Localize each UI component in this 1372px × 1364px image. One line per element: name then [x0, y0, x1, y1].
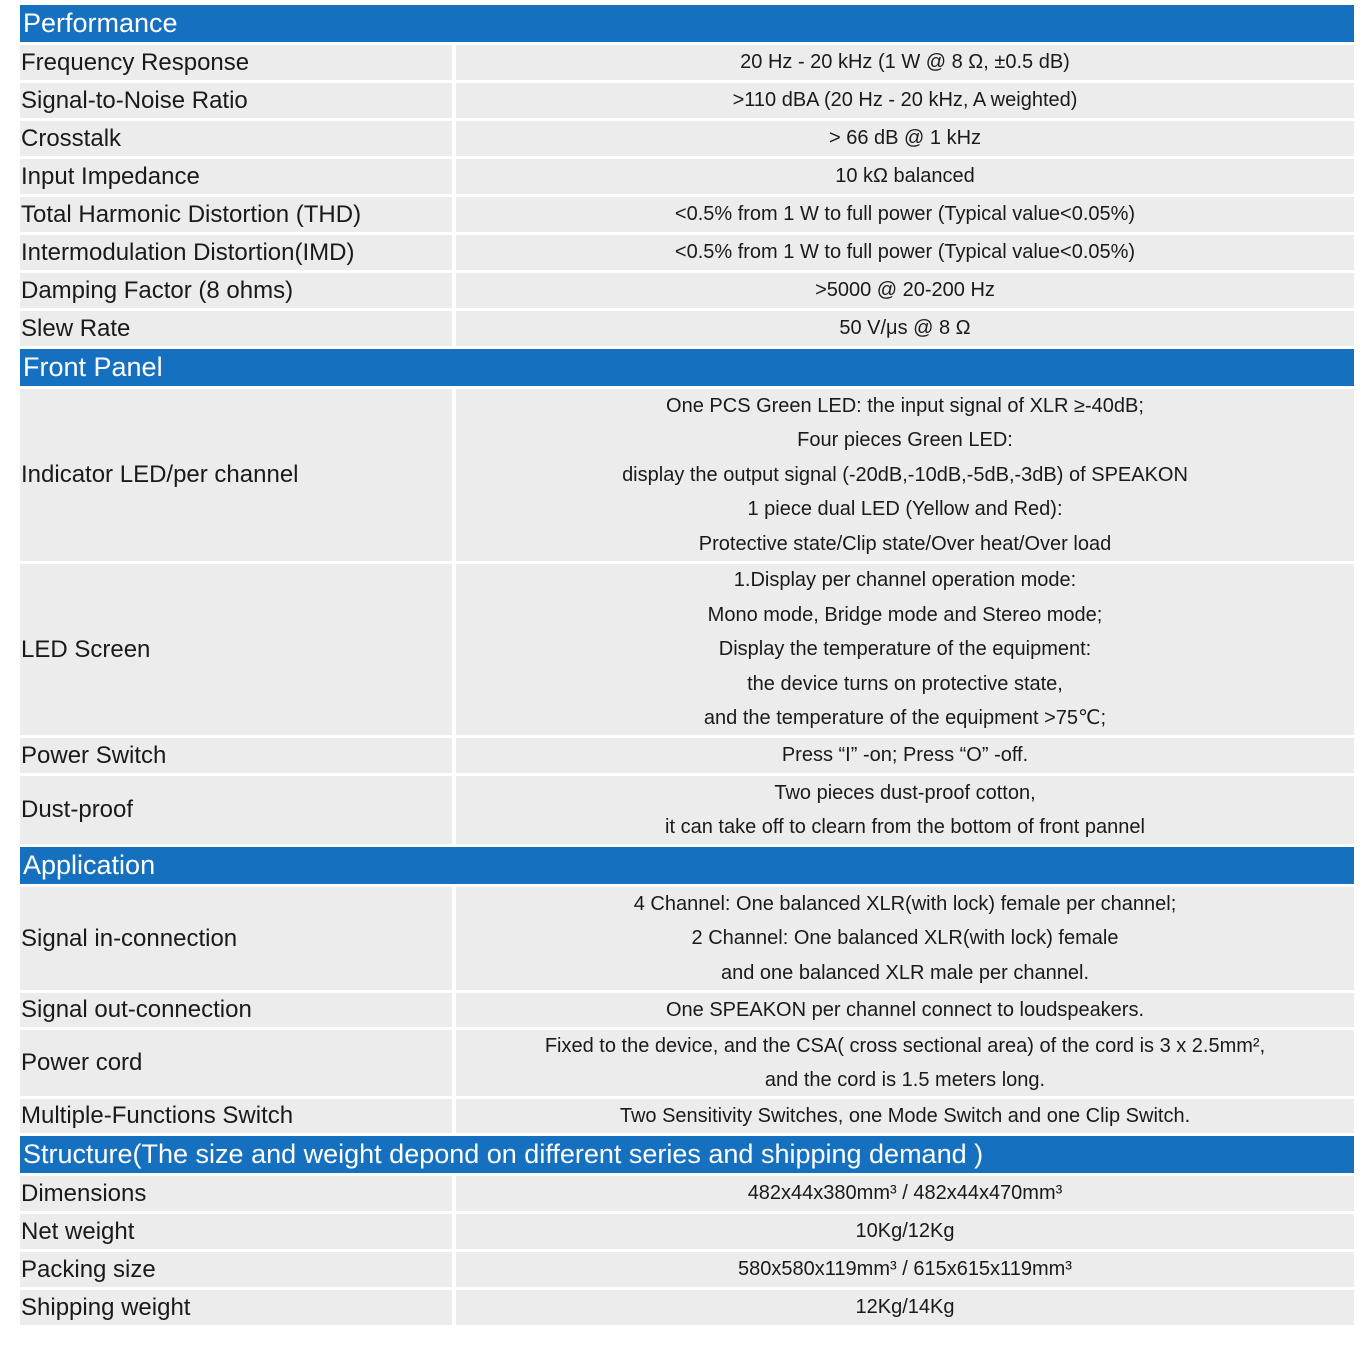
spec-row [20, 1176, 1354, 1211]
spec-row [20, 738, 1354, 773]
spec-value-line: it can take off to clearn from the bottom of front pannel [665, 816, 1145, 838]
spec-value [456, 1214, 1354, 1249]
spec-label: Frequency Response [20, 45, 452, 80]
spec-value-line: >110 dBA (20 Hz - 20 kHz, A weighted) [732, 89, 1078, 111]
spec-value [456, 1030, 1354, 1096]
spec-value-line: <0.5% from 1 W to full power (Typical value<0.05%) [674, 241, 1136, 263]
spec-value-line: and the temperature of the equipment >75℃; [703, 707, 1107, 730]
spec-value-line: Mono mode, Bridge mode and Stereo mode; [707, 603, 1103, 626]
spec-value-line: One SPEAKON per channel connect to loudspeakers. [665, 998, 1145, 1021]
spec-value-line: 580x580x119mm³ / 615x615x119mm³ [738, 1258, 1072, 1280]
spec-row [20, 197, 1354, 232]
spec-value [456, 235, 1354, 270]
spec-value [456, 83, 1354, 118]
spec-row [20, 887, 1354, 990]
spec-label: Dust-proof [20, 776, 452, 844]
spec-value-line: Protective state/Clip state/Over heat/Over load [698, 532, 1112, 555]
spec-value-line: 2 Channel: One balanced XLR(with lock) female [691, 927, 1119, 950]
spec-label: Signal-to-Noise Ratio [20, 83, 452, 118]
spec-value-line: 12Kg/14Kg [855, 1296, 955, 1318]
spec-row [20, 159, 1354, 194]
spec-sheet [20, 5, 1354, 1328]
spec-value-line: 20 Hz - 20 kHz (1 W @ 8 Ω, ±0.5 dB) [740, 51, 1070, 73]
spec-value [456, 197, 1354, 232]
spec-label: Shipping weight [20, 1290, 452, 1325]
spec-row [20, 1290, 1354, 1325]
spec-label: LED Screen [20, 564, 452, 735]
spec-value-line: 1.Display per channel operation mode: [733, 569, 1077, 592]
spec-value [456, 121, 1354, 156]
spec-label: Total Harmonic Distortion (THD) [20, 197, 452, 232]
spec-row [20, 776, 1354, 844]
spec-value [456, 564, 1354, 735]
spec-value-line: 4 Channel: One balanced XLR(with lock) female per channel; [633, 892, 1177, 915]
section-header-structure: Structure(The size and weight depond on different series and shipping demand ) [20, 1136, 1354, 1173]
spec-value-line: display the output signal (-20dB,-10dB,-5dB,-3dB) of SPEAKON [622, 463, 1188, 486]
spec-value [456, 273, 1354, 308]
spec-label: Indicator LED/per channel [20, 389, 452, 561]
spec-value [456, 1176, 1354, 1211]
spec-value-line: Two pieces dust-proof cotton, [774, 781, 1036, 804]
section-header-application: Application [20, 847, 1354, 884]
spec-row [20, 564, 1354, 735]
spec-value-line: the device turns on protective state, [747, 672, 1063, 695]
spec-value-line: and one balanced XLR male per channel. [720, 961, 1090, 984]
spec-label: Slew Rate [20, 311, 452, 346]
spec-value [456, 389, 1354, 561]
spec-label: Signal out-connection [20, 993, 452, 1027]
spec-label: Multiple-Functions Switch [20, 1099, 452, 1133]
spec-value-line: Press “I” -on; Press “O” -off. [781, 744, 1029, 766]
spec-value [456, 1290, 1354, 1325]
spec-row [20, 1252, 1354, 1287]
spec-row [20, 1099, 1354, 1133]
spec-label: Signal in-connection [20, 887, 452, 990]
spec-label: Crosstalk [20, 121, 452, 156]
spec-row [20, 83, 1354, 118]
spec-value-line: Display the temperature of the equipment: [718, 638, 1092, 661]
spec-label: Packing size [20, 1252, 452, 1287]
spec-row [20, 235, 1354, 270]
spec-value [456, 45, 1354, 80]
spec-value-line: 10 kΩ balanced [835, 165, 975, 187]
spec-value-line: One PCS Green LED: the input signal of XLR ≥-40dB; [666, 394, 1144, 417]
spec-label: Input Impedance [20, 159, 452, 194]
spec-row [20, 121, 1354, 156]
spec-value-line: Two Sensitivity Switches, one Mode Switch and one Clip Switch. [619, 1104, 1191, 1127]
spec-value-line: <0.5% from 1 W to full power (Typical value<0.05%) [674, 203, 1136, 225]
spec-label: Power Switch [20, 738, 452, 773]
spec-value-line: 482x44x380mm³ / 482x44x470mm³ [747, 1182, 1063, 1204]
spec-row [20, 273, 1354, 308]
spec-value-line: 1 piece dual LED (Yellow and Red): [747, 498, 1063, 521]
spec-value-line: and the cord is 1.5 meters long. [764, 1069, 1046, 1091]
spec-row [20, 1030, 1354, 1096]
spec-row [20, 1214, 1354, 1249]
spec-value-line: 10Kg/12Kg [855, 1220, 955, 1242]
spec-label: Net weight [20, 1214, 452, 1249]
spec-value-line: > 66 dB @ 1 kHz [828, 127, 982, 149]
spec-value-line: Four pieces Green LED: [797, 429, 1013, 452]
spec-label: Damping Factor (8 ohms) [20, 273, 452, 308]
spec-value [456, 738, 1354, 773]
spec-row [20, 389, 1354, 561]
spec-value-line: 50 V/μs @ 8 Ω [839, 317, 971, 339]
spec-value-line: Fixed to the device, and the CSA( cross sectional area) of the cord is 3 x 2.5mm², [544, 1034, 1266, 1057]
spec-row [20, 45, 1354, 80]
spec-label: Dimensions [20, 1176, 452, 1211]
spec-label: Power cord [20, 1030, 452, 1096]
section-header-front-panel: Front Panel [20, 349, 1354, 386]
spec-value [456, 993, 1354, 1027]
section-header-performance: Performance [20, 5, 1354, 42]
spec-value [456, 776, 1354, 844]
spec-row [20, 311, 1354, 346]
spec-row [20, 993, 1354, 1027]
spec-value [456, 311, 1354, 346]
spec-value [456, 887, 1354, 990]
spec-value [456, 1099, 1354, 1133]
spec-value-line: >5000 @ 20-200 Hz [815, 279, 995, 301]
spec-label: Intermodulation Distortion(IMD) [20, 235, 452, 270]
spec-value [456, 1252, 1354, 1287]
spec-value [456, 159, 1354, 194]
